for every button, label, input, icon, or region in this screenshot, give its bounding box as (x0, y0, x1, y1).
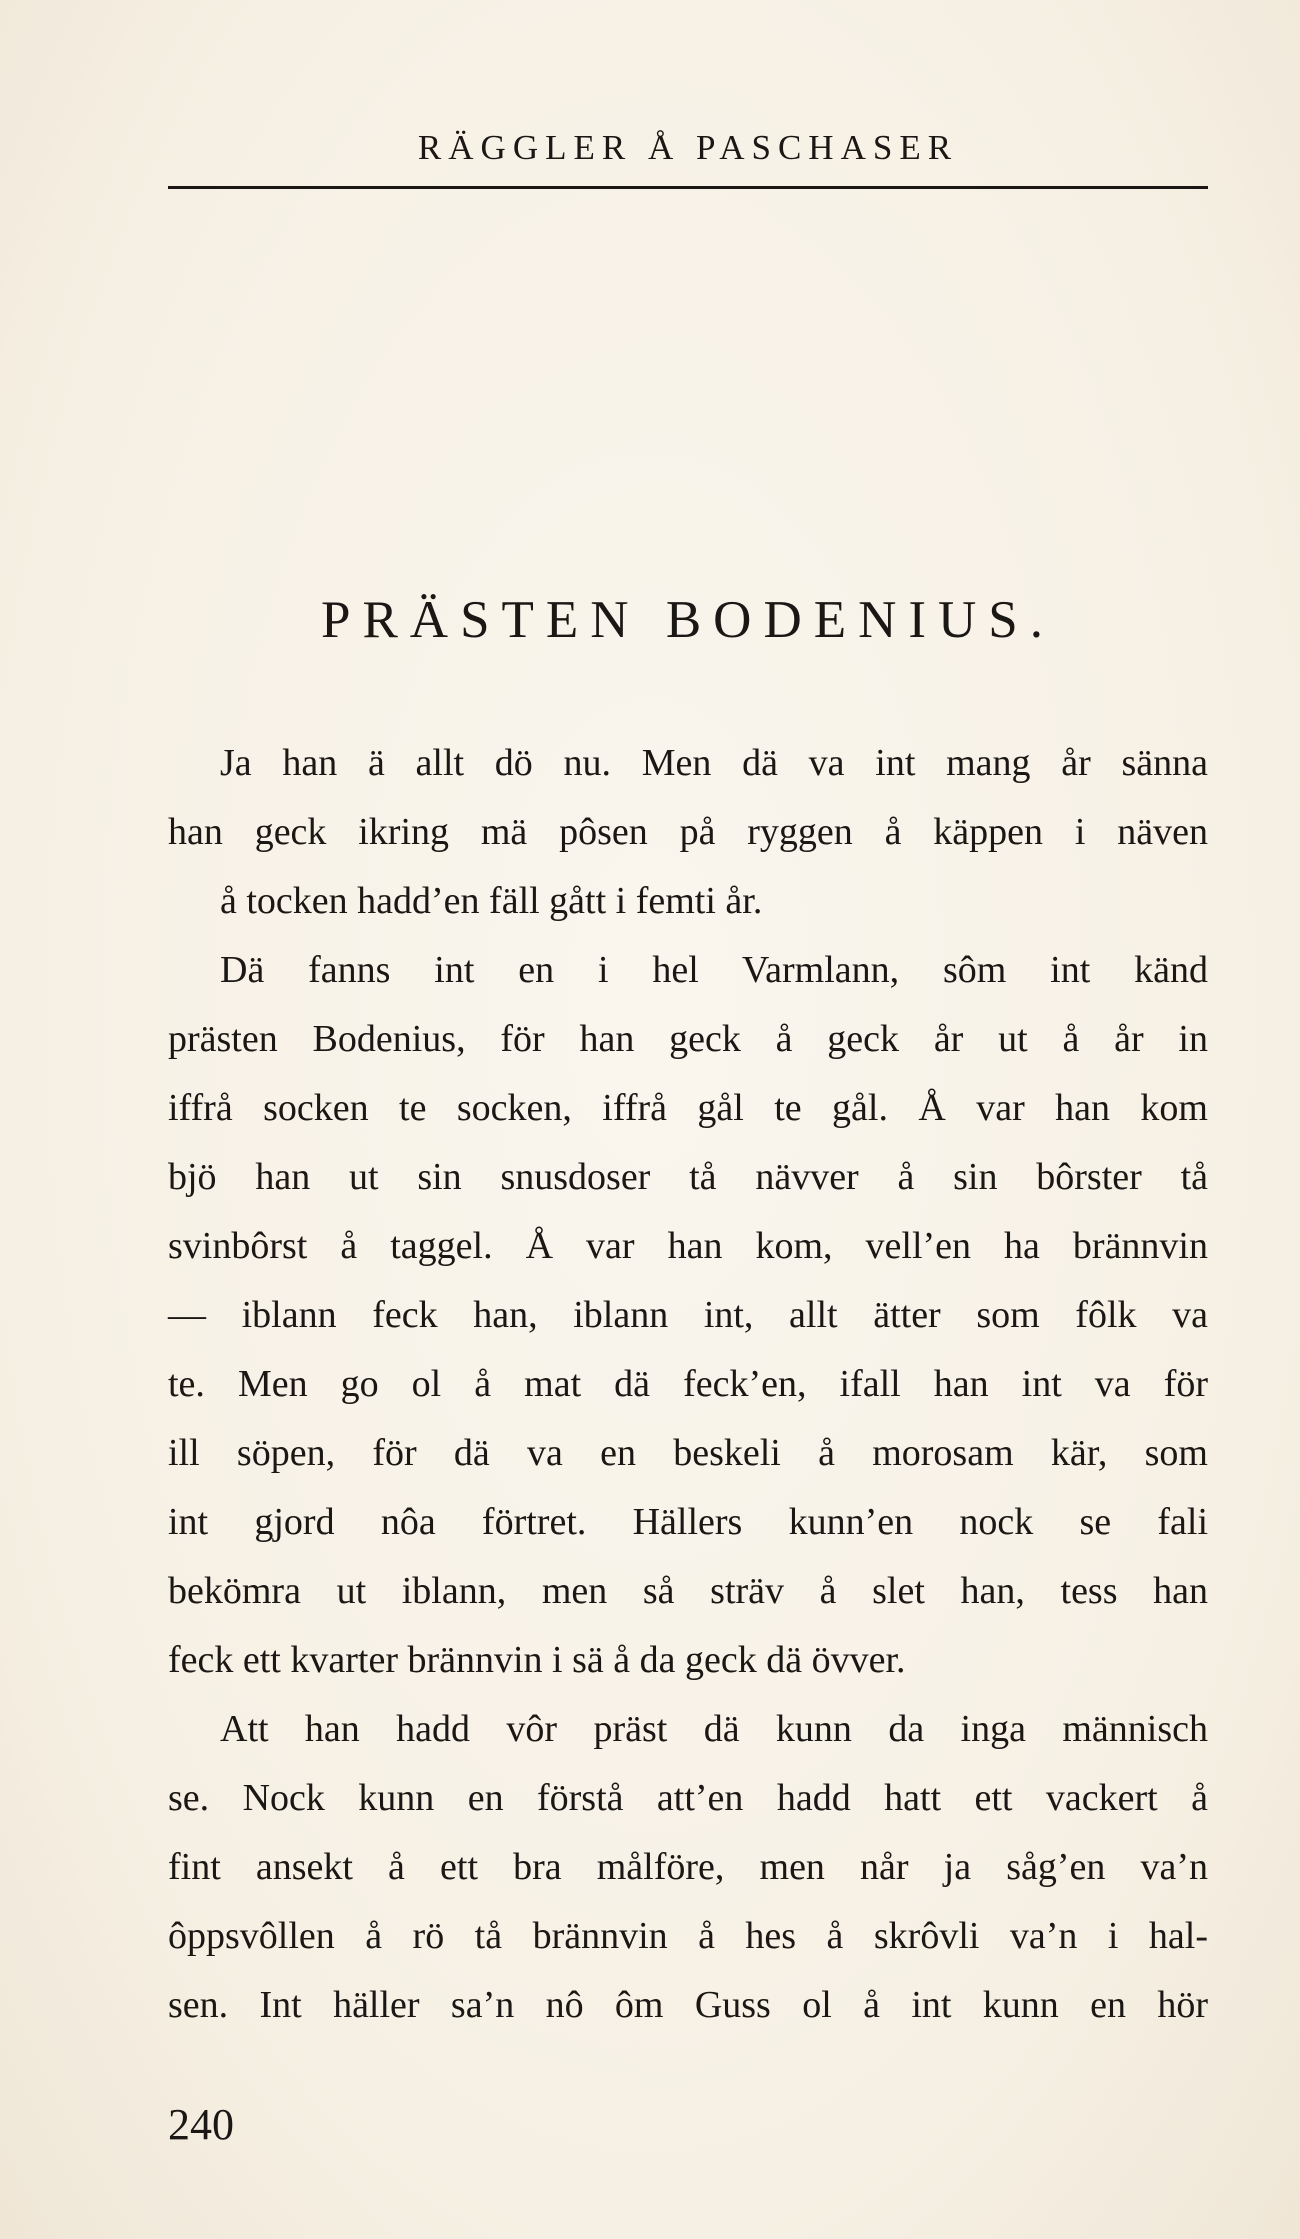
text-line: han geck ikring mä pôsen på ryggen å käppen i näven (168, 811, 1208, 853)
text-line: Ja han ä allt dö nu. Men dä va int mang år sänna (220, 742, 1208, 784)
header-rule (168, 186, 1208, 189)
text-line: se. Nock kunn en förstå att’en hadd hatt ett vackert å (168, 1777, 1208, 1819)
page-number: 240 (168, 2100, 234, 2149)
text-line: fint ansekt å ett bra målföre, men når ja såg’en va’n (168, 1846, 1208, 1888)
text-line: iffrå socken te socken, iffrå gål te gål. Å var han kom (168, 1087, 1208, 1129)
text-line: feck ett kvarter brännvin i sä å da geck dä övver. (168, 1639, 906, 1681)
text-line: sen. Int häller sa’n nô ôm Guss ol å int kunn en hör (168, 1984, 1208, 2026)
text-line: te. Men go ol å mat dä feck’en, ifall han int va för (168, 1363, 1208, 1405)
body-text (168, 729, 1208, 2040)
text-line: svinbôrst å taggel. Å var han kom, vell’en ha brännvin (168, 1225, 1208, 1267)
text-line: Att han hadd vôr präst dä kunn da inga männisch (220, 1708, 1208, 1750)
text-line: int gjord nôa förtret. Hällers kunn’en nock se fali (168, 1501, 1208, 1543)
text-line: bekömra ut iblann, men så sträv å slet han, tess han (168, 1570, 1208, 1612)
text-line: bjö han ut sin snusdoser tå nävver å sin bôrster tå (168, 1156, 1208, 1198)
text-line: ôppsvôllen å rö tå brännvin å hes å skrôvli va’n i hal- (168, 1915, 1208, 1957)
text-line: ill söpen, för dä va en beskeli å morosam kär, som (168, 1432, 1208, 1474)
text-line: å tocken hadd’en fäll gått i femti år. (220, 880, 763, 922)
text-line: Dä fanns int en i hel Varmlann, sôm int känd (220, 949, 1208, 991)
text-line: prästen Bodenius, för han geck å geck år ut å år in (168, 1018, 1208, 1060)
text-line: — iblann feck han, iblann int, allt ätter som fôlk va (168, 1294, 1208, 1336)
running-head: RÄGGLER Å PASCHASER (417, 128, 959, 167)
chapter-title: PRÄSTEN BODENIUS. (320, 591, 1056, 649)
